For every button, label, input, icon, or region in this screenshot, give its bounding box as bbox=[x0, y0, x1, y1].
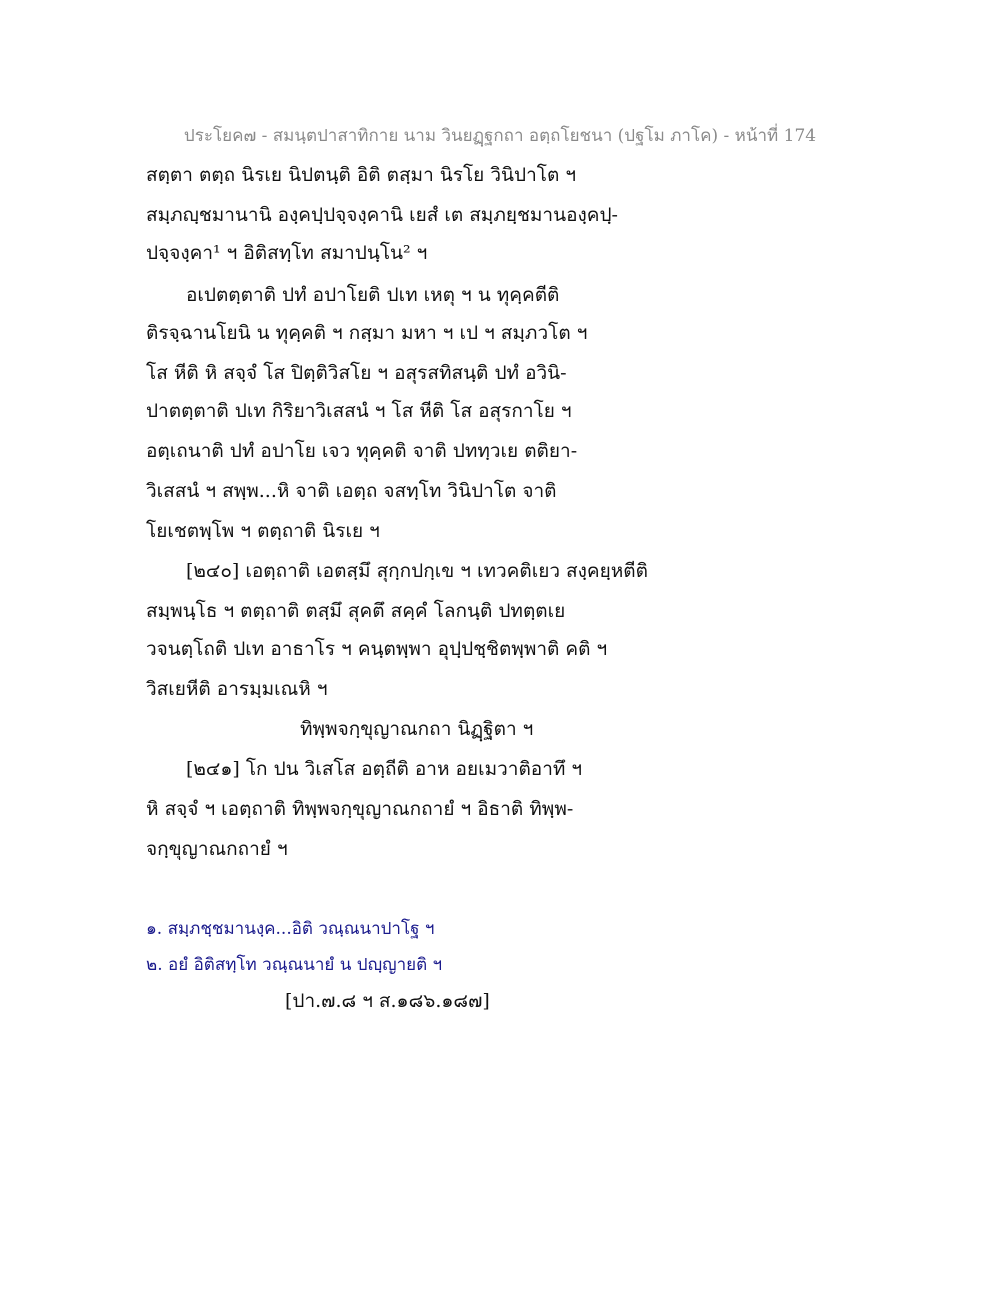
text-line: [๒๔๑] โก ปน วิเสโส อตฺถีติ อาห อยเมวาติอาทึ ฯ bbox=[186, 758, 583, 780]
text-line: สตฺตา ตตฺถ นิรเย นิปตนฺติ อิติ ตสฺมา นิรโย วินิปาโต ฯ bbox=[146, 164, 576, 186]
text-line: ปจฺจงฺคา¹ ฯ อิติสทฺโท สมาปนฺโน² ฯ bbox=[146, 242, 428, 264]
text-line: โยเชตพฺโพ ฯ ตตฺถาติ นิรเย ฯ bbox=[146, 520, 380, 542]
text-line: วิเสสนํ ฯ สพฺพ...หิ จาติ เอตฺถ จสทฺโท วินิปาโต จาติ bbox=[146, 480, 557, 502]
text-line: สมฺพนฺโธ ฯ ตตฺถาติ ตสฺมึ สุคตึ สคฺคํ โลกนฺติ ปทตฺตเย bbox=[146, 600, 566, 622]
text-line: โส หีติ หิ สจฺจํ โส ปิตฺติวิสโย ฯ อสุรสทิสนฺติ ปทํ อวินิ- bbox=[146, 362, 567, 384]
footnote: ๑. สมฺภชฺชมานงฺค...อิติ วณฺณนาปาโฐ ฯ bbox=[146, 919, 435, 939]
source-reference: [ปา.๗.๘ ฯ ส.๑๘๖.๑๘๗] bbox=[285, 990, 490, 1012]
section-closing: ทิพฺพจกฺขุญาณกถา นิฏฺฐิตา ฯ bbox=[300, 718, 534, 740]
text-line: อเปตตฺตาติ ปทํ อปาโยติ ปเท เหตุ ฯ น ทุคฺคตีติ bbox=[186, 284, 560, 306]
page-header: ประโยค๗ - สมนฺตปาสาทิกาย นาม วินยฏฺฐกถา อตฺถโยชนา (ปฐโม ภาโค) - หน้าที่ 174 bbox=[183, 126, 817, 146]
text-line: วจนตฺโถติ ปเท อาธาโร ฯ คนฺตพฺพา อุปฺปชฺชิตพฺพาติ คติ ฯ bbox=[146, 638, 608, 660]
text-line: สมฺภญฺชมานานิ องฺคปฺปจฺจงฺคานิ เยสํ เต สมฺภยฺชมานองฺคปฺ- bbox=[146, 204, 618, 226]
text-line: วิสเยหีติ อารมฺมเณหิ ฯ bbox=[146, 678, 328, 700]
text-line: อตฺเถนาติ ปทํ อปาโย เจว ทุคฺคติ จาติ ปททฺวเย ตติยา- bbox=[146, 440, 578, 462]
text-line: ติรจฺฉานโยนิ น ทุคฺคติ ฯ กสฺมา มหา ฯ เป ฯ สมฺภวโต ฯ bbox=[146, 322, 588, 344]
text-line: [๒๔๐] เอตฺถาติ เอตสฺมึ สุกฺกปกฺเข ฯ เทวคติเยว สงฺคยฺหตีติ bbox=[186, 560, 648, 582]
text-line: หิ สจฺจํ ฯ เอตฺถาติ ทิพฺพจกฺขุญาณกถายํ ฯ อิธาติ ทิพฺพ- bbox=[146, 798, 574, 820]
text-line: จกฺขุญาณกถายํ ฯ bbox=[146, 838, 288, 860]
footnote: ๒. อยํ อิติสทฺโท วณฺณนายํ น ปญฺญายติ ฯ bbox=[146, 955, 443, 975]
text-line: ปาตตฺตาติ ปเท กิริยาวิเสสนํ ฯ โส หีติ โส อสุรกาโย ฯ bbox=[146, 400, 572, 422]
